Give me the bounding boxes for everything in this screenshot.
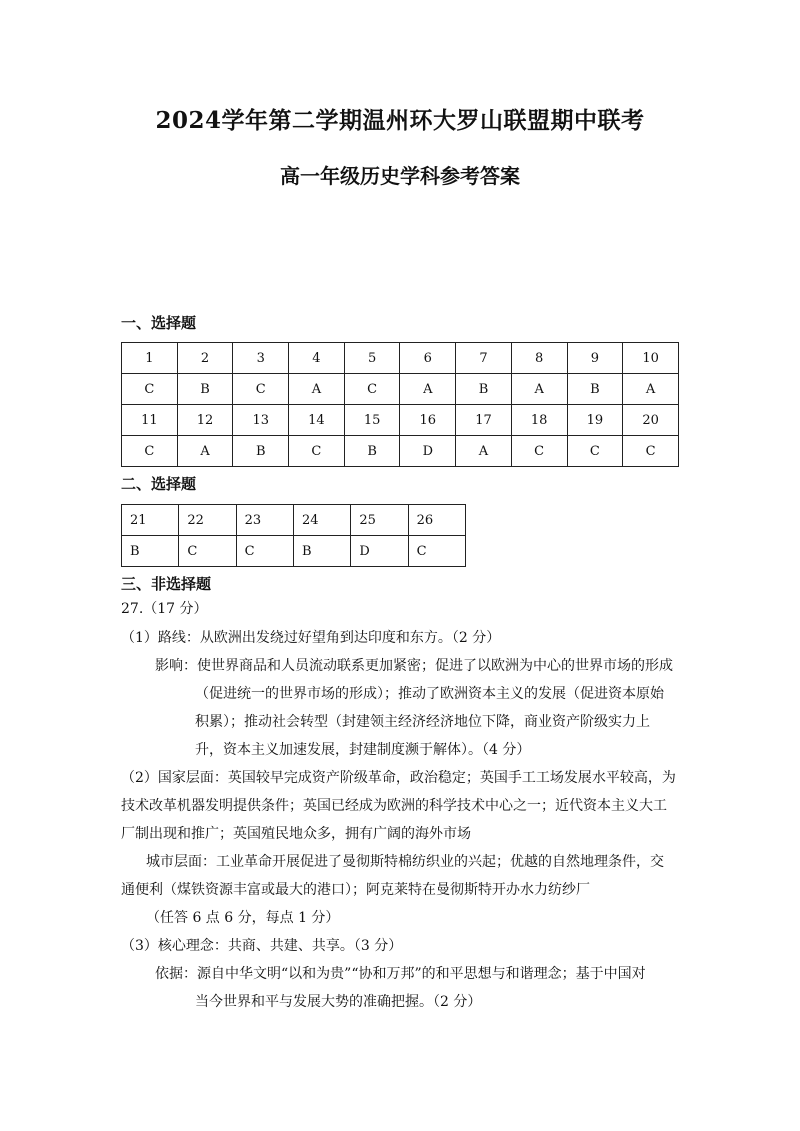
table-cell: B bbox=[293, 536, 350, 567]
table-cell: 3 bbox=[233, 343, 289, 374]
table-cell: A bbox=[623, 374, 679, 405]
table-cell: 6 bbox=[400, 343, 456, 374]
section-heading-non-choice: 三、非选择题 bbox=[121, 575, 212, 593]
table-cell: 22 bbox=[179, 505, 236, 536]
table-cell: B bbox=[177, 374, 233, 405]
table-cell: 17 bbox=[456, 405, 512, 436]
table-row bbox=[122, 536, 466, 567]
table-row bbox=[122, 343, 679, 374]
table-cell: C bbox=[567, 436, 623, 467]
answer-line: 厂制出现和推广；英国殖民地众多，拥有广阔的海外市场 bbox=[121, 826, 471, 842]
table-cell: 7 bbox=[456, 343, 512, 374]
table-cell: 21 bbox=[122, 505, 179, 536]
table-row bbox=[122, 374, 679, 405]
table-cell: A bbox=[400, 374, 456, 405]
table-cell: 20 bbox=[623, 405, 679, 436]
table-cell: 10 bbox=[623, 343, 679, 374]
table-cell: C bbox=[179, 536, 236, 567]
table-cell: 9 bbox=[567, 343, 623, 374]
answer-line: 影响：使世界商品和人员流动联系更加紧密；促进了以欧洲为中心的世界市场的形成 bbox=[155, 658, 673, 674]
answer-line: 通便利（煤铁资源丰富或最大的港口）；阿克莱特在曼彻斯特开办水力纺纱厂 bbox=[121, 882, 590, 898]
table-row bbox=[122, 436, 679, 467]
table-cell: 23 bbox=[236, 505, 293, 536]
table-cell: B bbox=[567, 374, 623, 405]
table-cell: 2 bbox=[177, 343, 233, 374]
section-heading-multiple-choice-1: 一、选择题 bbox=[121, 314, 197, 332]
answer-line: （2）国家层面：英国较早完成资产阶级革命，政治稳定；英国手工工场发展水平较高，为 bbox=[121, 770, 676, 786]
table-cell: 1 bbox=[122, 343, 178, 374]
table-cell: 19 bbox=[567, 405, 623, 436]
table-cell: A bbox=[289, 374, 345, 405]
table-cell: D bbox=[400, 436, 456, 467]
table-cell: 14 bbox=[289, 405, 345, 436]
answer-line: （1）路线：从欧洲出发绕过好望角到达印度和东方。（2 分） bbox=[121, 630, 501, 646]
table-cell: C bbox=[344, 374, 400, 405]
table-cell: B bbox=[456, 374, 512, 405]
table-cell: A bbox=[177, 436, 233, 467]
document-subtitle: 高一年级历史学科参考答案 bbox=[280, 164, 520, 188]
table-cell: C bbox=[289, 436, 345, 467]
table-cell: 15 bbox=[344, 405, 400, 436]
table-cell: C bbox=[511, 436, 567, 467]
answer-line: （任答 6 点 6 分，每点 1 分） bbox=[146, 910, 340, 926]
table-cell: 16 bbox=[400, 405, 456, 436]
table-cell: 18 bbox=[511, 405, 567, 436]
table-cell: 4 bbox=[289, 343, 345, 374]
answer-line: 依据：源自中华文明“以和为贵”“协和万邦”的和平思想与和谐理念；基于中国对 bbox=[155, 966, 646, 982]
answer-line: 技术改革机器发明提供条件；英国已经成为欧洲的科学技术中心之一；近代资本主义大工 bbox=[121, 798, 667, 814]
table-row bbox=[122, 405, 679, 436]
answer-line: 积累）；推动社会转型（封建领主经济经济地位下降，商业资产阶级实力上 bbox=[195, 714, 650, 730]
table-cell: 24 bbox=[293, 505, 350, 536]
table-cell: 12 bbox=[177, 405, 233, 436]
answer-line: 城市层面：工业革命开展促进了曼彻斯特棉纺织业的兴起；优越的自然地理条件，交 bbox=[146, 854, 664, 870]
table-cell: A bbox=[456, 436, 512, 467]
table-cell: 25 bbox=[351, 505, 408, 536]
table-cell: 5 bbox=[344, 343, 400, 374]
table-cell: C bbox=[233, 374, 289, 405]
table-cell: 13 bbox=[233, 405, 289, 436]
document-title: 2024学年第二学期温州环大罗山联盟期中联考 bbox=[155, 107, 645, 134]
table-cell: 11 bbox=[122, 405, 178, 436]
table-cell: C bbox=[122, 374, 178, 405]
table-row bbox=[122, 505, 466, 536]
table-cell: D bbox=[351, 536, 408, 567]
table-cell: B bbox=[344, 436, 400, 467]
answer-line: 当今世界和平与发展大势的准确把握。（2 分） bbox=[195, 994, 482, 1010]
answer-line: （促进统一的世界市场的形成）；推动了欧洲资本主义的发展（促进资本原始 bbox=[195, 686, 664, 702]
table-cell: B bbox=[122, 536, 179, 567]
table-cell: C bbox=[623, 436, 679, 467]
table-cell: C bbox=[122, 436, 178, 467]
answer-table-1 bbox=[121, 342, 679, 467]
table-cell: 26 bbox=[408, 505, 465, 536]
table-cell: C bbox=[236, 536, 293, 567]
answer-line: 升，资本主义加速发展，封建制度濒于解体）。（4 分） bbox=[195, 742, 531, 758]
table-cell: B bbox=[233, 436, 289, 467]
table-cell: A bbox=[511, 374, 567, 405]
table-cell: 8 bbox=[511, 343, 567, 374]
table-cell: C bbox=[408, 536, 465, 567]
answer-line: （3）核心理念：共商、共建、共享。（3 分） bbox=[121, 938, 403, 954]
question-number: 27.（17 分） bbox=[121, 601, 208, 617]
section-heading-multiple-choice-2: 二、选择题 bbox=[121, 475, 197, 493]
answer-table-2 bbox=[121, 504, 466, 567]
